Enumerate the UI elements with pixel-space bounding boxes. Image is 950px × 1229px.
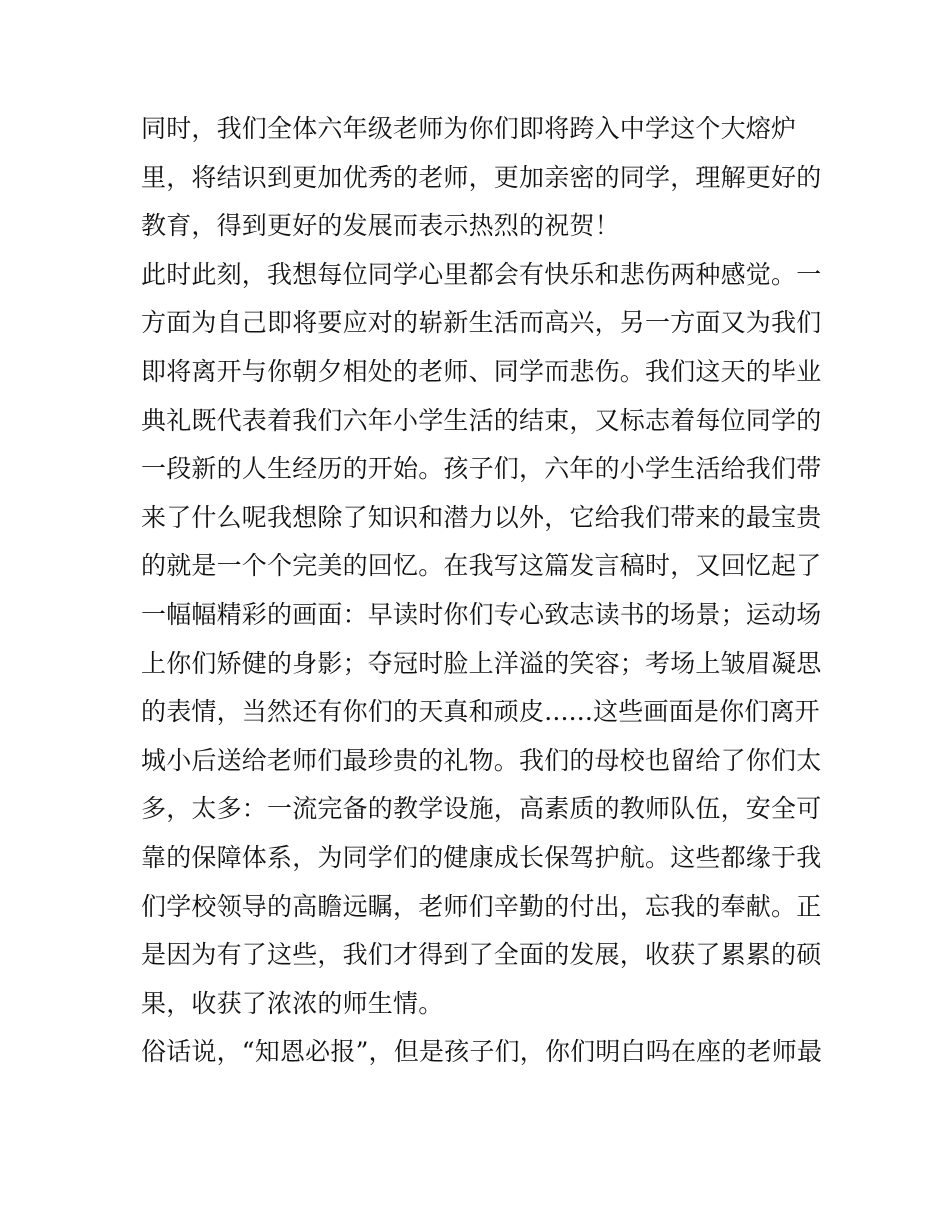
text-line: 是因为有了这些，我们才得到了全面的发展，收获了累累的硕 bbox=[141, 940, 822, 970]
text-line: 果，收获了浓浓的师生情。 bbox=[141, 988, 444, 1018]
text-line: 靠的保障体系，为同学们的健康成长保驾护航。这些都缘于我 bbox=[141, 842, 822, 872]
text-line: 即将离开与你朝夕相处的老师、同学而悲伤。我们这天的毕业 bbox=[141, 356, 822, 386]
text-line: 一段新的人生经历的开始。孩子们，六年的小学生活给我们带 bbox=[141, 454, 822, 484]
text-line: 城小后送给老师们最珍贵的礼物。我们的母校也留给了你们太 bbox=[141, 745, 822, 775]
text-line: 的表情，当然还有你们的天真和顽皮......这些画面是你们离开 bbox=[141, 697, 820, 727]
text-line: 一幅幅精彩的画面：早读时你们专心致志读书的场景；运动场 bbox=[141, 599, 822, 629]
text-line: 此时此刻，我想每位同学心里都会有快乐和悲伤两种感觉。一 bbox=[141, 259, 822, 289]
text-line: 方面为自己即将要应对的崭新生活而高兴，另一方面又为我们 bbox=[141, 308, 822, 338]
text-line: 俗话说，“知恩必报”，但是孩子们，你们明白吗在座的老师最 bbox=[141, 1037, 823, 1067]
text-line: 典礼既代表着我们六年小学生活的结束，又标志着每位同学的 bbox=[141, 405, 822, 435]
text-line: 的就是一个个完美的回忆。在我写这篇发言稿时，又回忆起了 bbox=[141, 551, 822, 581]
text-line: 们学校领导的高瞻远瞩，老师们辛勤的付出，忘我的奉献。正 bbox=[141, 891, 822, 921]
body-text bbox=[141, 105, 821, 1077]
text-line: 来了什么呢我想除了知识和潜力以外，它给我们带来的最宝贵 bbox=[141, 502, 822, 532]
text-line: 教育，得到更好的发展而表示热烈的祝贺！ bbox=[141, 211, 620, 241]
text-line: 多，太多：一流完备的教学设施，高素质的教师队伍，安全可 bbox=[141, 794, 822, 824]
text-line: 同时，我们全体六年级老师为你们即将跨入中学这个大熔炉 bbox=[141, 114, 797, 143]
text-line: 里，将结识到更加优秀的老师，更加亲密的同学，理解更好的 bbox=[141, 162, 822, 192]
text-line: 上你们矫健的身影；夺冠时脸上洋溢的笑容；考场上皱眉凝思 bbox=[141, 648, 822, 678]
